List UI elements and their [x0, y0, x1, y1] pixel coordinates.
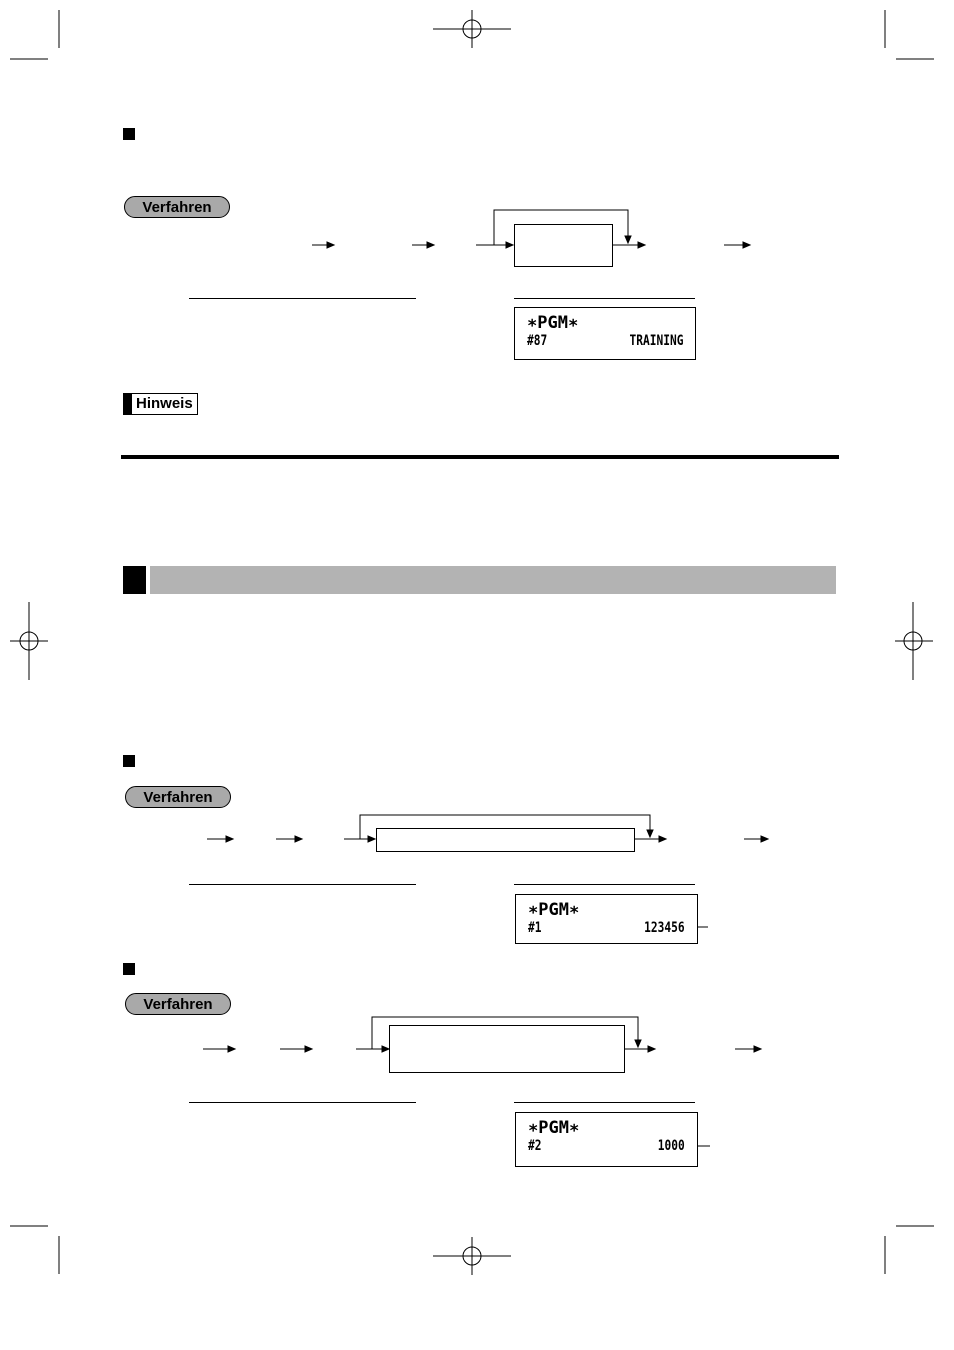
divider-line [189, 298, 416, 299]
display-line-1: ∗PGM∗ [527, 313, 579, 333]
procedure-badge: Verfahren [124, 196, 230, 218]
display-line-1: ∗PGM∗ [528, 900, 580, 920]
key-entry-box [389, 1025, 625, 1073]
key-entry-box [376, 828, 635, 852]
display-window [515, 1112, 698, 1167]
display-line-2-left: #2 [528, 1138, 542, 1154]
divider-line [514, 1102, 695, 1103]
display-line-2-right: 123456 [644, 920, 685, 936]
key-entry-box [514, 224, 613, 267]
display-line-2-right: 1000 [658, 1138, 685, 1154]
divider-line [514, 298, 695, 299]
note-badge: Hinweis [123, 393, 198, 415]
section-number-block [123, 566, 146, 594]
divider-line [189, 1102, 416, 1103]
section-bullet [123, 128, 135, 140]
divider-line [189, 884, 416, 885]
display-window [515, 894, 698, 944]
section-title-band [150, 566, 836, 594]
display-window [514, 307, 696, 360]
display-line-2-right: TRAINING [629, 333, 683, 349]
procedure-badge: Verfahren [125, 786, 231, 808]
procedure-badge: Verfahren [125, 993, 231, 1015]
display-line-2-left: #1 [528, 920, 542, 936]
section-divider [121, 455, 839, 459]
display-line-2-left: #87 [527, 333, 548, 349]
divider-line [514, 884, 695, 885]
section-bullet [123, 963, 135, 975]
display-line-1: ∗PGM∗ [528, 1118, 580, 1138]
section-bullet [123, 755, 135, 767]
